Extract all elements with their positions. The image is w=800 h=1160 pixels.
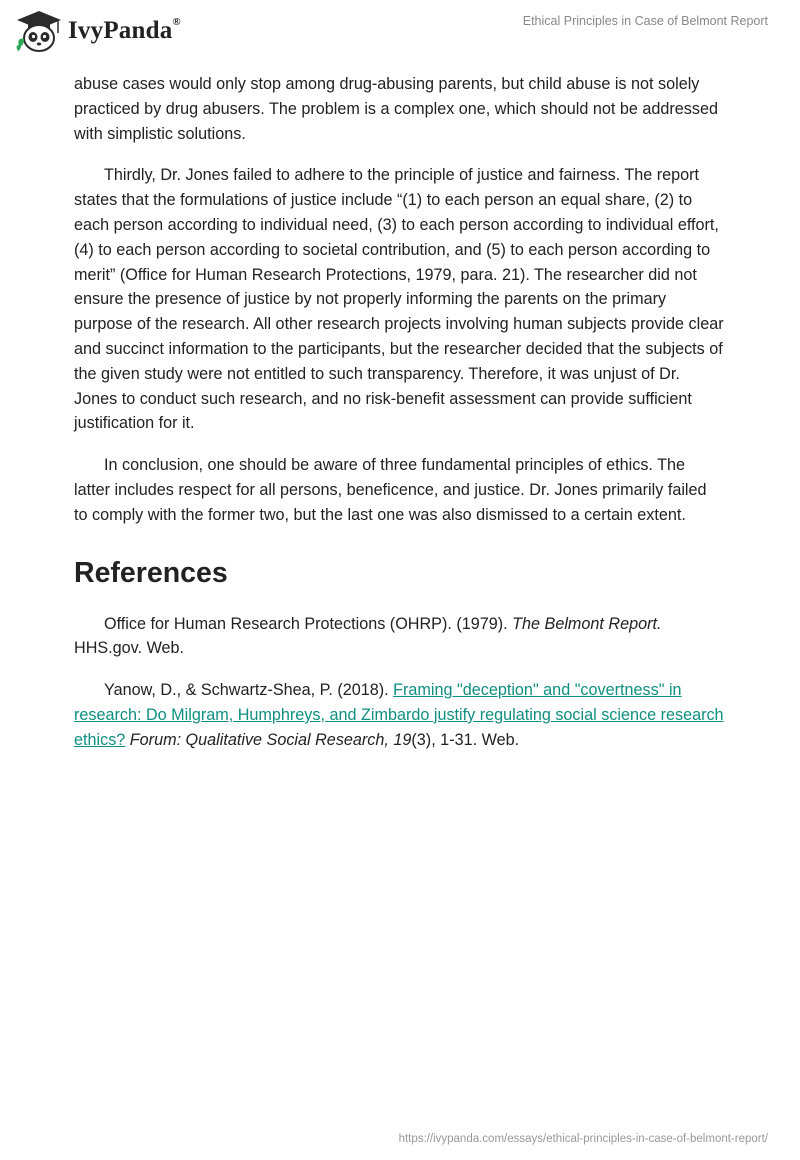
reference-ohrp: Office for Human Research Protections (OHRP). (1979). The Belmont Report. HHS.gov. Web. xyxy=(74,614,662,658)
essay-content xyxy=(74,72,724,753)
paragraph-justice: Thirdly, Dr. Jones failed to adhere to the principle of justice and fairness. The report states that the formulations of justice include “(1) to each person an equal share, (2) to each person according to individual need, (3) to each person according to individual effort, (4) to each person according to societal contribution, and (5) to each person according to merit” (Office for Human Research Protections, 1979, para. 21). The researcher did not ensure the presence of justice by not properly informing the parents on the primary purpose of the research. All other research projects involving human subjects provide clear and succinct information to the participants, but the researcher decided that the subjects of the given study were not entitled to such transparency. Therefore, it was unjust of Dr. Jones to conduct such research, and no risk-benefit assessment can provide sufficient justification for it. xyxy=(74,166,724,433)
paragraph-continued: abuse cases would only stop among drug-abusing parents, but child abuse is not solely practiced by drug abusers. The problem is a complex one, which should not be addressed with simplistic solutions. xyxy=(74,75,718,143)
paragraph-conclusion: In conclusion, one should be aware of three fundamental principles of ethics. The latter includes respect for all persons, beneficence, and justice. Dr. Jones primarily failed to comply with the former two, but the last one was also dismissed to a certain extent. xyxy=(74,456,707,524)
references-heading: References xyxy=(74,556,228,589)
document-title: Ethical Principles in Case of Belmont Report xyxy=(522,14,768,28)
brand-name: IvyPanda® xyxy=(68,15,181,44)
footer-url: https://ivypanda.com/essays/ethical-principles-in-case-of-belmont-report/ xyxy=(398,1133,768,1145)
ivypanda-logo[interactable] xyxy=(14,9,181,53)
page-header xyxy=(0,0,800,64)
panda-graduate-icon xyxy=(14,9,64,53)
reference-link[interactable]: Framing "deception" and "covertness" in research: Do Milgram, Humphreys, and Zimbardo justify regulating social science research ethics? xyxy=(74,681,724,749)
reference-yanow: Yanow, D., & Schwartz-Shea, P. (2018). Framing "deception" and "covertness" in research: Do Milgram, Humphreys, and Zimbardo justify regulating social science research ethics? Forum: Qualitative Social Research, 19(3), 1-31. Web. xyxy=(74,681,724,749)
